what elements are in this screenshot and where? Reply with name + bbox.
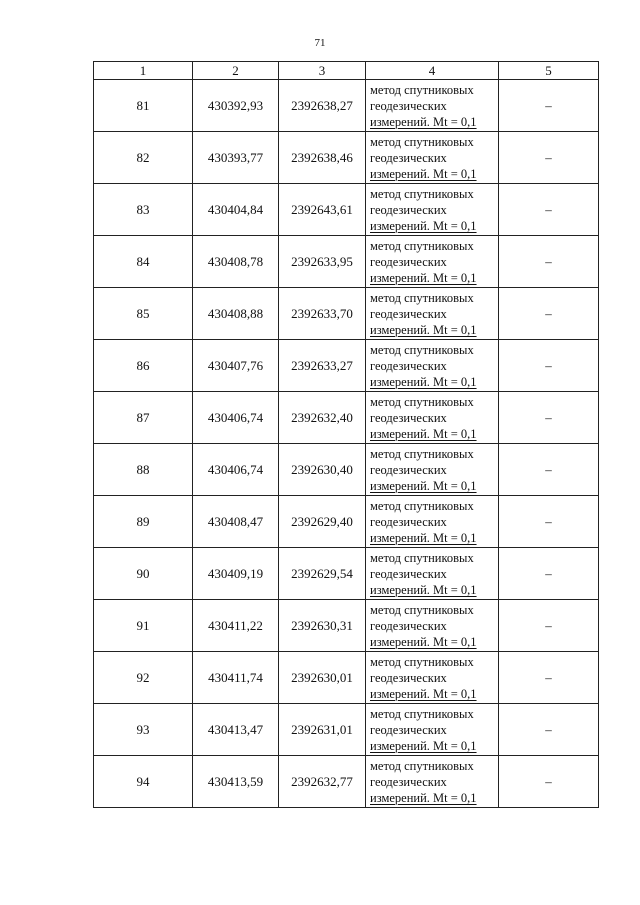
method-line: метод спутниковых: [370, 134, 474, 149]
point-number-cell: 81: [94, 80, 193, 132]
x-coordinate-cell: 430408,78: [193, 236, 279, 288]
note-cell: –: [499, 392, 599, 444]
y-coordinate-cell: 2392638,46: [279, 132, 366, 184]
method-line: измерений. Mt = 0,1: [370, 738, 477, 753]
method-line: метод спутниковых: [370, 602, 474, 617]
method-line: метод спутниковых: [370, 342, 474, 357]
method-line: метод спутниковых: [370, 758, 474, 773]
table-header: [94, 62, 599, 80]
x-coordinate-cell: 430411,22: [193, 600, 279, 652]
method-line: метод спутниковых: [370, 394, 474, 409]
note-cell: –: [499, 756, 599, 808]
method-cell: [366, 652, 499, 704]
method-line: измерений. Mt = 0,1: [370, 114, 477, 129]
table-row: [94, 652, 599, 704]
table-row: [94, 704, 599, 756]
method-line: метод спутниковых: [370, 82, 474, 97]
table-row: [94, 392, 599, 444]
y-coordinate-cell: 2392643,61: [279, 184, 366, 236]
x-coordinate-cell: 430404,84: [193, 184, 279, 236]
method-line: геодезических: [370, 722, 447, 737]
method-line: геодезических: [370, 202, 447, 217]
method-line: измерений. Mt = 0,1: [370, 582, 477, 597]
x-coordinate-cell: 430413,59: [193, 756, 279, 808]
x-coordinate-cell: 430393,77: [193, 132, 279, 184]
note-cell: –: [499, 340, 599, 392]
y-coordinate-cell: 2392638,27: [279, 80, 366, 132]
method-line: геодезических: [370, 566, 447, 581]
note-cell: –: [499, 704, 599, 756]
point-number-cell: 88: [94, 444, 193, 496]
point-number-cell: 90: [94, 548, 193, 600]
method-line: геодезических: [370, 774, 447, 789]
method-cell: [366, 288, 499, 340]
x-coordinate-cell: 430411,74: [193, 652, 279, 704]
header-cell-3: 3: [279, 62, 366, 80]
method-line: измерений. Mt = 0,1: [370, 374, 477, 389]
point-number-cell: 89: [94, 496, 193, 548]
header-cell-1: 1: [94, 62, 193, 80]
method-line: измерений. Mt = 0,1: [370, 686, 477, 701]
method-cell: [366, 496, 499, 548]
point-number-cell: 91: [94, 600, 193, 652]
point-number-cell: 86: [94, 340, 193, 392]
point-number-cell: 93: [94, 704, 193, 756]
method-line: метод спутниковых: [370, 446, 474, 461]
method-cell: [366, 184, 499, 236]
point-number-cell: 92: [94, 652, 193, 704]
note-cell: –: [499, 236, 599, 288]
note-cell: –: [499, 80, 599, 132]
x-coordinate-cell: 430406,74: [193, 444, 279, 496]
header-cell-2: 2: [193, 62, 279, 80]
table-row: [94, 496, 599, 548]
y-coordinate-cell: 2392633,27: [279, 340, 366, 392]
method-cell: [366, 340, 499, 392]
point-number-cell: 94: [94, 756, 193, 808]
method-line: измерений. Mt = 0,1: [370, 790, 477, 805]
method-line: измерений. Mt = 0,1: [370, 478, 477, 493]
method-line: измерений. Mt = 0,1: [370, 530, 477, 545]
note-cell: –: [499, 548, 599, 600]
method-line: измерений. Mt = 0,1: [370, 634, 477, 649]
note-cell: –: [499, 496, 599, 548]
method-cell: [366, 444, 499, 496]
x-coordinate-cell: 430408,47: [193, 496, 279, 548]
method-line: геодезических: [370, 462, 447, 477]
header-row: [94, 62, 599, 80]
method-line: измерений. Mt = 0,1: [370, 218, 477, 233]
y-coordinate-cell: 2392629,54: [279, 548, 366, 600]
table-row: [94, 444, 599, 496]
method-line: метод спутниковых: [370, 654, 474, 669]
note-cell: –: [499, 132, 599, 184]
x-coordinate-cell: 430413,47: [193, 704, 279, 756]
y-coordinate-cell: 2392631,01: [279, 704, 366, 756]
note-cell: –: [499, 184, 599, 236]
table-row: [94, 288, 599, 340]
y-coordinate-cell: 2392632,40: [279, 392, 366, 444]
method-cell: [366, 756, 499, 808]
method-cell: [366, 548, 499, 600]
y-coordinate-cell: 2392632,77: [279, 756, 366, 808]
method-line: геодезических: [370, 618, 447, 633]
method-cell: [366, 600, 499, 652]
method-cell: [366, 132, 499, 184]
method-cell: [366, 704, 499, 756]
y-coordinate-cell: 2392633,95: [279, 236, 366, 288]
method-line: метод спутниковых: [370, 290, 474, 305]
method-line: метод спутниковых: [370, 238, 474, 253]
table-row: [94, 340, 599, 392]
method-line: метод спутниковых: [370, 550, 474, 565]
coordinates-table: [93, 61, 599, 808]
point-number-cell: 87: [94, 392, 193, 444]
y-coordinate-cell: 2392630,40: [279, 444, 366, 496]
method-line: метод спутниковых: [370, 186, 474, 201]
x-coordinate-cell: 430409,19: [193, 548, 279, 600]
point-number-cell: 82: [94, 132, 193, 184]
x-coordinate-cell: 430392,93: [193, 80, 279, 132]
x-coordinate-cell: 430408,88: [193, 288, 279, 340]
method-line: геодезических: [370, 254, 447, 269]
header-cell-4: 4: [366, 62, 499, 80]
method-line: геодезических: [370, 670, 447, 685]
x-coordinate-cell: 430406,74: [193, 392, 279, 444]
method-line: измерений. Mt = 0,1: [370, 166, 477, 181]
x-coordinate-cell: 430407,76: [193, 340, 279, 392]
note-cell: –: [499, 652, 599, 704]
table-row: [94, 184, 599, 236]
method-line: геодезических: [370, 150, 447, 165]
page-number: 71: [314, 37, 326, 49]
point-number-cell: 84: [94, 236, 193, 288]
point-number-cell: 83: [94, 184, 193, 236]
method-line: геодезических: [370, 514, 447, 529]
table-row: [94, 236, 599, 288]
table-row: [94, 756, 599, 808]
method-line: геодезических: [370, 358, 447, 373]
table-row: [94, 80, 599, 132]
note-cell: –: [499, 600, 599, 652]
method-line: метод спутниковых: [370, 498, 474, 513]
note-cell: –: [499, 288, 599, 340]
method-line: измерений. Mt = 0,1: [370, 426, 477, 441]
table-body: [94, 80, 599, 808]
y-coordinate-cell: 2392630,31: [279, 600, 366, 652]
method-line: измерений. Mt = 0,1: [370, 322, 477, 337]
y-coordinate-cell: 2392629,40: [279, 496, 366, 548]
point-number-cell: 85: [94, 288, 193, 340]
table-row: [94, 132, 599, 184]
header-cell-5: 5: [499, 62, 599, 80]
note-cell: –: [499, 444, 599, 496]
table-row: [94, 600, 599, 652]
y-coordinate-cell: 2392630,01: [279, 652, 366, 704]
method-line: измерений. Mt = 0,1: [370, 270, 477, 285]
table-row: [94, 548, 599, 600]
y-coordinate-cell: 2392633,70: [279, 288, 366, 340]
method-cell: [366, 80, 499, 132]
method-line: геодезических: [370, 98, 447, 113]
method-line: метод спутниковых: [370, 706, 474, 721]
method-line: геодезических: [370, 410, 447, 425]
method-cell: [366, 392, 499, 444]
method-line: геодезических: [370, 306, 447, 321]
method-cell: [366, 236, 499, 288]
